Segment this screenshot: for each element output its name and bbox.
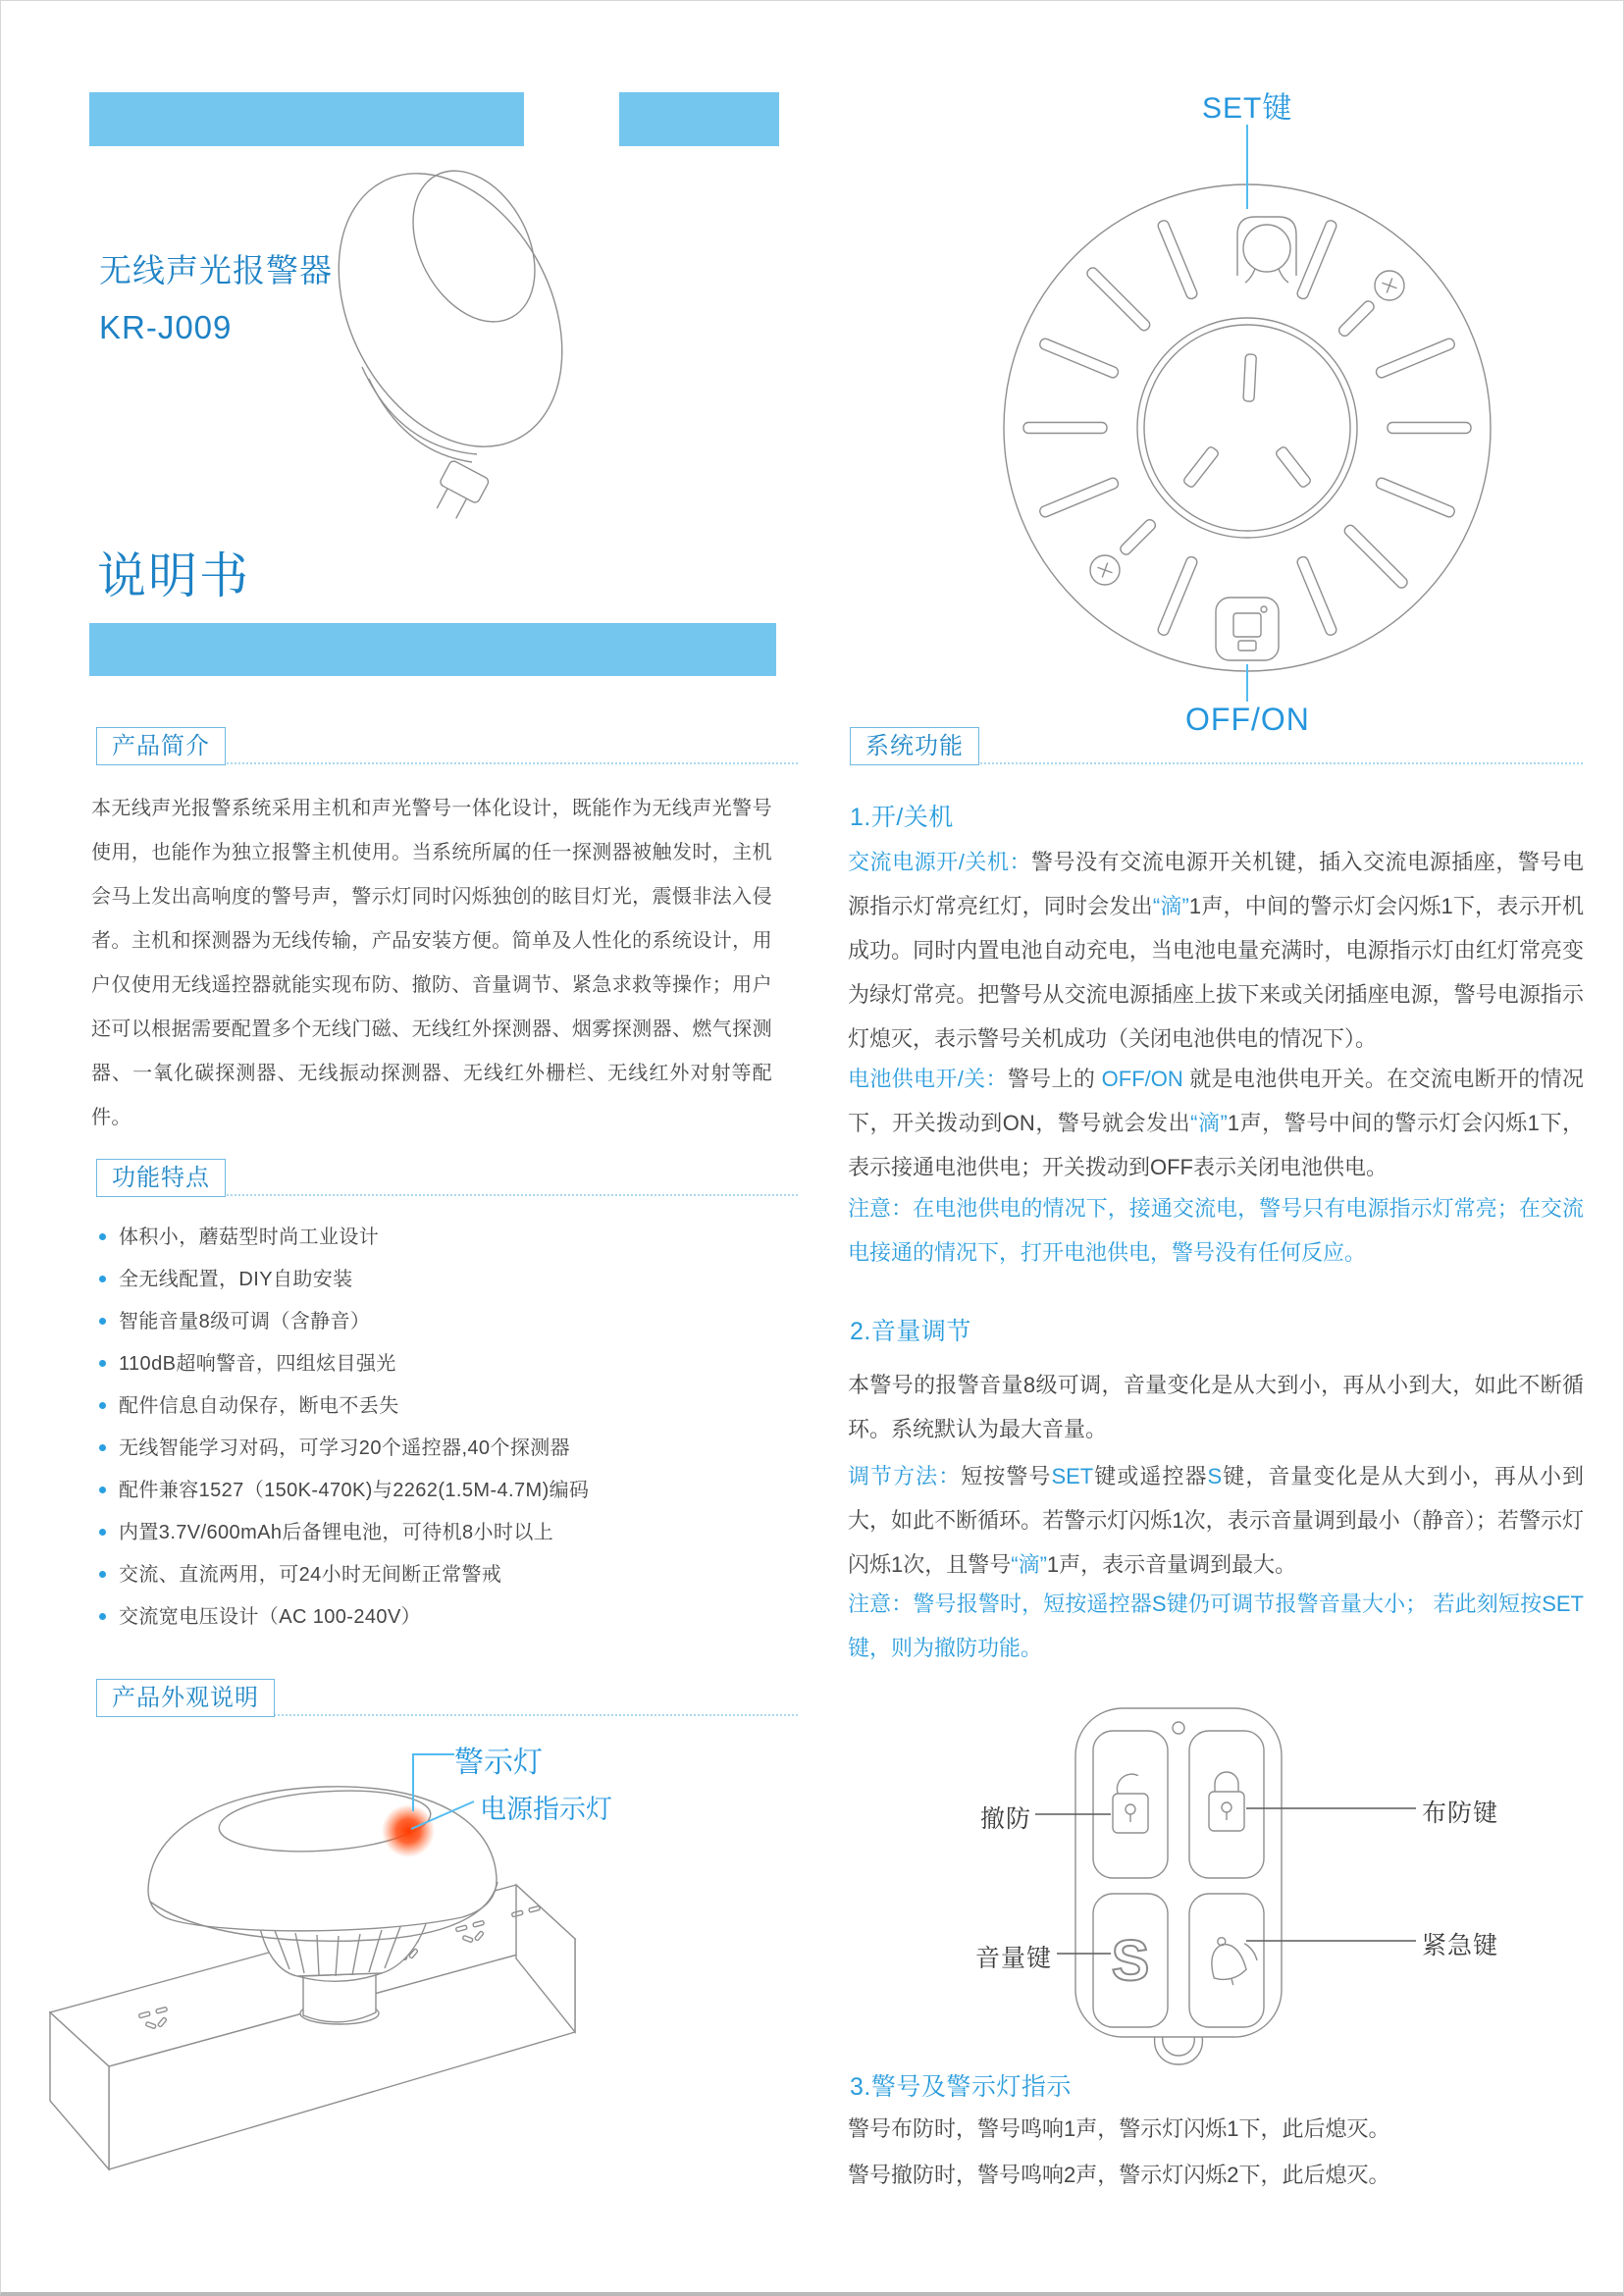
arm-key-label: 布防键: [1422, 1800, 1499, 1827]
volume-key-label: 音量键: [975, 1945, 1053, 1972]
warning-light-label: 警示灯: [454, 1747, 543, 1779]
indicator-section-heading: 3.警号及警示灯指示: [850, 2073, 1072, 2101]
list-item: 交流、直流两用，可24小时无间断正常警戒: [99, 1554, 589, 1596]
plug-icon: [428, 459, 490, 524]
power-note: 注意：在电池供电的情况下，接通交流电，警号只有电源指示灯常亮；在交流电接通的情况下，打开电池供电，警号没有任何反应。: [848, 1196, 1584, 1265]
volume-method-paragraph: 调节方法：短按警号SET键或遥控器S键，音量变化是从大到小，再从小到大，如此不断循环。若警示灯闪烁1次，表示音量调到最小（静音）；若警示灯闪烁1次，且警号“滴”1声，表示音量调到最大。: [848, 1464, 1584, 1577]
alarm-dome-sketch: [293, 134, 606, 485]
features-section-header: 功能特点: [96, 1159, 226, 1197]
off-on-label: OFF/ON: [1185, 702, 1310, 737]
list-item: 交流宽电压设计（AC 100-240V）: [99, 1596, 589, 1639]
list-item: 内置3.7V/600mAh后备锂电池，可待机8小时以上: [99, 1512, 589, 1554]
system-section-header: 系统功能: [850, 727, 979, 765]
off-on-switch-icon: [1216, 598, 1279, 660]
product-model: KR-J009: [99, 309, 233, 345]
product-name: 无线声光报警器: [99, 252, 333, 288]
off-on-leader: [1246, 664, 1248, 702]
screw-icon: [1375, 271, 1404, 300]
indicator-line-2: 警号撤防时，警号鸣响2声，警示灯闪烁2下，此后熄灭。: [848, 2163, 1390, 2187]
manual-title: 说明书: [97, 548, 250, 603]
divider-bar: [89, 623, 776, 676]
volume-intro-paragraph: 本警号的报警音量8级可调，音量变化是从大到小，再从小到大，如此不断循环。系统默认为最大音量。: [848, 1373, 1584, 1441]
features-list: [99, 1217, 589, 1639]
volume-note: 注意：警号报警时，短按遥控器S键仍可调节报警音量大小； 若此刻短按SET键，则为撤防功能。: [848, 1592, 1584, 1660]
product-title: [99, 242, 333, 356]
disarm-label: 撤防: [980, 1805, 1032, 1833]
device-bottom-view-diagram: [997, 178, 1497, 678]
s-key-icon: [1112, 1929, 1150, 1993]
emergency-key-label: 紧急键: [1422, 1932, 1499, 1959]
power-socket-icon: [1137, 318, 1357, 538]
volume-section-heading: 2.音量调节: [850, 1318, 971, 1345]
list-item: 配件信息自动保存，断电不丢失: [99, 1385, 589, 1428]
list-item: 无线智能学习对码，可学习20个遥控器,40个探测器: [99, 1428, 589, 1470]
remote-control-diagram: [963, 1684, 1532, 2096]
power-indicator-label: 电源指示灯: [480, 1795, 612, 1824]
set-key-label: SET键: [1202, 92, 1293, 125]
indicator-line-1: 警号布防时，警号鸣响1声，警示灯闪烁1下，此后熄灭。: [848, 2116, 1390, 2141]
header-bar-right: [619, 92, 779, 146]
list-item: 智能音量8级可调（含静音）: [99, 1301, 589, 1343]
screw-icon: [1090, 555, 1120, 585]
intro-section-header: 产品简介: [96, 727, 226, 765]
intro-paragraph: 本无线声光报警系统采用主机和声光警号一体化设计，既能作为无线声光警号使用，也能作为独立报警主机使用。当系统所属的任一探测器被触发时，主机会马上发出高响度的警号声，警示灯同时闪烁独创的眩目灯光，震慑非法入侵者。主机和探测器为无线传输，产品安装方便。简单及人性化的系统设计，用户仅使用无线遥控器就能实现布防、撤防、音量调节、紧急求救等操作；用户还可以根据需要配置多个无线门磁、无线红外探测器、烟雾探测器、燃气探测器、一氧化碳探测器、无线振动探测器、无线红外栅栏、无线红外对射等配件。: [91, 798, 772, 1128]
list-item: 全无线配置，DIY自助安装: [99, 1259, 589, 1301]
set-key-leader: [1246, 125, 1248, 209]
appearance-section-header: 产品外观说明: [96, 1679, 275, 1717]
list-item: 110dB超响警音，四组炫目强光: [99, 1343, 589, 1385]
product-3d-sketch: [344, 129, 560, 531]
ac-power-paragraph: 交流电源开/关机：警号没有交流电源开关机键，插入交流电源插座，警号电源指示灯常亮红灯，同时会发出“滴”1声，中间的警示灯会闪烁1下，表示开机成功。同时内置电池自动充电，当电池电量充满时，电源指示灯由红灯常亮变为绿灯常亮。把警号从交流电源插座上拔下来或关闭插座电源，警号电源指示灯熄灭，表示警号关机成功（关闭电池供电的情况下）。: [848, 850, 1584, 1051]
power-indicator-led: [382, 1804, 435, 1857]
list-item: 体积小，蘑菇型时尚工业设计: [99, 1217, 589, 1259]
list-item: 配件兼容1527（150K-470K)与2262(1.5M-4.7M)编码: [99, 1470, 589, 1512]
power-section-heading: 1.开/关机: [850, 804, 954, 831]
svg-text:S: S: [1111, 1929, 1150, 1993]
battery-power-paragraph: 电池供电开/关：警号上的 OFF/ON 就是电池供电开关。在交流电断开的情况下，开关拨动到ON，警号就会发出“滴”1声，警号中间的警示灯会闪烁1下，表示接通电池供电；开关拨动到OFF表示关闭电池供电。: [848, 1067, 1584, 1179]
remote-body-sketch: [1075, 1708, 1282, 2064]
